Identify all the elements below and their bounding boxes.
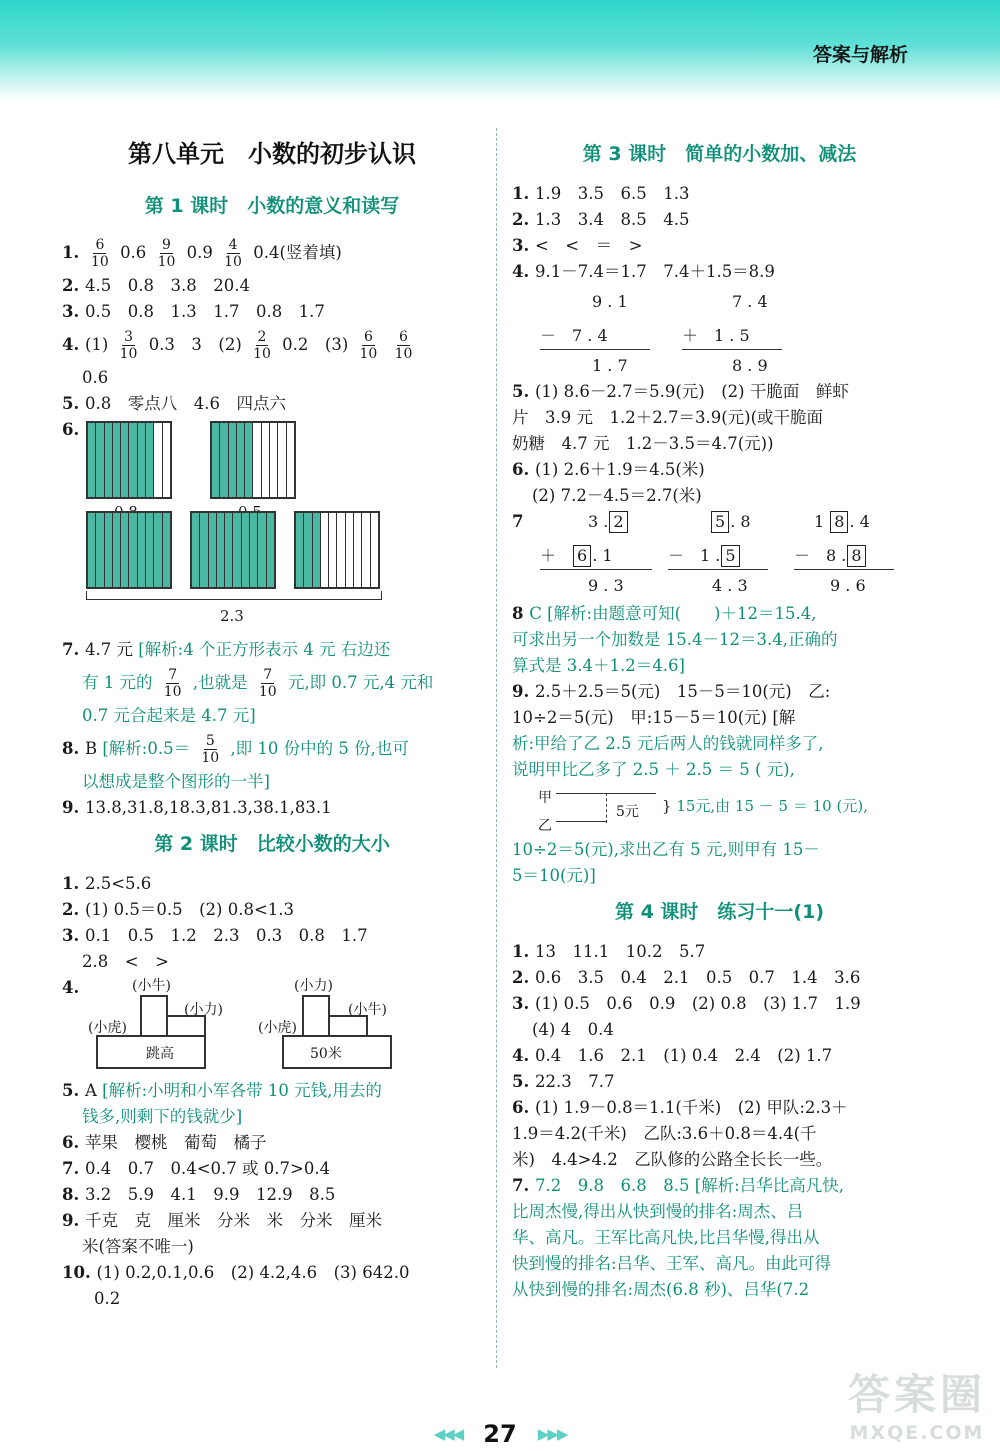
bar-strip [329,513,337,587]
bar-grid-e [294,511,380,589]
bar-strip [354,513,362,587]
bar-strip [229,423,237,497]
answer-9: 9. 13.8,31.8,18.3,81.3,38.1,83.1 [62,798,332,817]
l4-answer-3-line2: (4) 4 0.4 [532,1020,614,1039]
bar-label-total: 2.3 [220,607,244,625]
left-column [62,135,482,1312]
fraction: $\frac{5}{10}$ [201,733,220,766]
bar-strip [192,513,200,587]
l2-answer-9-line2: 米(答案不唯一) [82,1237,194,1256]
bar-strip [212,423,220,497]
fraction: $\frac{9}{10}$ [157,237,176,270]
bar-strip [337,513,345,587]
bar-grid-c [86,511,172,589]
bar-strip [129,513,137,587]
fraction: $\frac{3}{10}$ [119,329,138,362]
fraction: $\frac{4}{10}$ [224,237,242,270]
r-answer-4: 4. 9.1－7.4＝1.7 7.4＋1.5＝8.9 [512,262,775,281]
bar-strip [105,423,113,497]
l2-answer-5-line2: 钱多,则剩下的钱就少] [82,1107,243,1126]
answer-1: 1. $\frac{6}{10}$ 0.6 $\frac{9}{10}$ 0.9 $\frac{4}{10}$ 0.4(竖着填) [62,237,342,270]
bar-strip [88,513,96,587]
l2-answer-5: 5. A [解析:小明和小军各带 10 元钱,用去的 [62,1081,382,1100]
bar-strip [262,423,270,497]
bar-strip [253,423,261,497]
r-answer-9: 9. 2.5＋2.5＝5(元) 15－5＝10(元) 乙: [512,682,831,701]
page-header [0,0,1000,100]
answer-7: 7. 4.7 元 [解析:4 个正方形表示 4 元 右边还 [62,640,391,659]
l4-answer-3: 3. (1) 0.5 0.6 0.9 (2) 0.8 (3) 1.7 1.9 [512,994,861,1013]
bar-strip [225,513,233,587]
r-answer-1: 1. 1.9 3.5 6.5 1.3 [512,184,690,203]
l4-answer-4: 4. 0.4 1.6 2.1 (1) 0.4 2.4 (2) 1.7 [512,1046,833,1065]
step-top-a [140,995,168,1037]
l2-answer-2: 2. (1) 0.5＝0.5 (2) 0.8<1.3 [62,900,295,919]
lesson-2-title: 第 2 课时 比较小数的大小 [154,833,390,855]
l2-answer-10-line2: 0.2 [94,1289,121,1308]
bar-strip [270,423,278,497]
answer-8: 8. B [解析:0.5＝ $\frac{5}{10}$ ,即 10 份中的 5 份,也可 [62,733,409,766]
r-answer-8: 8 C [解析:由题意可知( )＋12＝15.4, [512,604,817,623]
l2-answer-1: 1. 2.5<5.6 [62,874,152,893]
header-title: 答案与解析 [812,44,908,66]
l4-answer-7: 7. 7.2 9.8 6.8 8.5 [解析:吕华比高凡快, [512,1176,844,1195]
vertical-calculation-4: 9 . 1 － 7 . 4 1 . 7 7 . 4 ＋ 1 . 5 8 . 9 [512,287,927,377]
l4-answer-6-line2: 1.9＝4.2(千米) 乙队:3.6＋0.8＝4.4(千 [512,1124,817,1143]
bar-strip [296,513,304,587]
answer-3: 3. 0.5 0.8 1.3 1.7 0.8 1.7 [62,302,325,321]
brace [86,591,382,600]
bar-strip [121,423,129,497]
bar-strip [362,513,370,587]
bar-strip [242,513,250,587]
answer-6: 6. 2.3 [62,417,482,655]
bar-strip [200,513,208,587]
bar-strip [96,513,104,587]
bar-strip [146,513,154,587]
fraction: $\frac{6}{10}$ [90,237,109,270]
bar-strip [138,513,146,587]
bar-grid-b [210,421,296,499]
bar-strip [217,513,225,587]
decimal-bars-figure [84,445,482,655]
bar-strip [371,513,378,587]
l4-answer-7-line2: 比周杰慢,得出从快到慢的排名:周杰、吕 [512,1202,804,1221]
bar-strip [88,423,96,497]
next-arrows-icon: ▶▶▶ [537,1425,567,1443]
l2-answer-3: 3. 0.1 0.5 1.2 2.3 0.3 0.8 1.7 [62,926,368,945]
bar-strip [321,513,329,587]
l4-answer-6: 6. (1) 1.9－0.8＝1.1(千米) (2) 甲队:2.3＋ [512,1098,848,1117]
lesson-1-title: 第 1 课时 小数的意义和读写 [144,195,400,217]
r-answer-5-line3: 奶糖 4.7 元 1.2－3.5＝4.7(元)) [512,434,774,453]
r-answer-5-line2: 片 3.9 元 1.2＋2.7＝3.9(元)(或干脆面 [512,408,824,427]
fraction: $\frac{7}{10}$ [163,667,182,700]
bar-strip [313,513,321,587]
watermark-logo: 答案圈 MXQE.COM [847,1370,986,1444]
bar-strip [267,513,274,587]
r-answer-9-line3: 析:甲给了乙 2.5 元后两人的钱就同样多了, [512,734,824,753]
bar-strip [105,513,113,587]
bar-strip [129,423,137,497]
unit-title: 第八单元 小数的初步认识 [128,140,416,168]
step-top-b [302,995,330,1037]
l2-answer-10: 10. (1) 0.2,0.1,0.6 (2) 4.2,4.6 (3) 642.0 [62,1263,410,1282]
answer-7-line2: 有 1 元的 $\frac{7}{10}$ ,也就是 $\frac{7}{10}$ 元,即 0.7 元,4 元和 [82,667,434,700]
ranking-diagram: (小牛) (小力) (小虎) 跳高 (小力) (小牛) (小虎) 50米 [62,1003,482,1098]
bar-grid-a [86,421,172,499]
prev-arrows-icon: ◀◀◀ [433,1425,463,1443]
l2-answer-8: 8. 3.2 5.9 4.1 9.9 12.9 8.5 [62,1185,336,1204]
r-answer-7: 7 3 . 2 ＋ 6 . 1 9 . 3 5 . 8 － 1 . 5 4 . 3 1 8 . 4 － 8 . 8 9 . 6 [512,509,927,599]
r-answer-5: 5. (1) 8.6－2.7＝5.9(元) (2) 干脆面 鲜虾 [512,382,849,401]
bar-strip [121,513,129,587]
column-divider [496,128,497,1368]
l2-answer-3-line2: 2.8 < > [82,952,169,971]
bar-strip [245,423,253,497]
fraction: $\frac{7}{10}$ [258,667,277,700]
vertical-calculation-7: 3 . 2 ＋ 6 . 1 9 . 3 5 . 8 － 1 . 5 4 . 3 1 8 . 4 － 8 . 8 9 . 6 [512,509,927,599]
right-column [512,135,927,1303]
bar-strip [287,423,294,497]
r-answer-9-line2: 10÷2＝5(元) 甲:15－5＝10(元) [解 [512,708,796,727]
lesson-4-title: 第 4 课时 练习十一(1) [614,901,825,923]
r-answer-6-line2: (2) 7.2－4.5＝2.7(米) [532,486,702,505]
bar-strip [163,513,170,587]
r-answer-8-line2: 可求出另一个加数是 15.4－12＝3.4,正确的 [512,630,838,649]
bar-strip [154,513,162,587]
answer-2: 2. 4.5 0.8 3.8 20.4 [62,276,250,295]
answer-7-line3: 0.7 元合起来是 4.7 元] [82,706,256,725]
bar-strip [209,513,217,587]
bar-strip [113,423,121,497]
bar-grid-d [190,511,276,589]
bar-strip [250,513,258,587]
bar-strip [237,423,245,497]
bar-strip [346,513,354,587]
l4-answer-7-line5: 从快到慢的排名:周杰(6.8 秒)、吕华(7.2 [512,1280,810,1299]
fraction: $\frac{2}{10}$ [253,329,271,362]
answer-4: 4. (1) $\frac{3}{10}$ 0.3 3 (2) $\frac{2}{10}$ 0.2 (3) $\frac{6}{10}$ $\frac{6}{10}$ [62,329,413,362]
l4-answer-6-line3: 米) 4.4>4.2 乙队修的公路全长长一些。 [512,1150,833,1169]
l4-answer-2: 2. 0.6 3.5 0.4 2.1 0.5 0.7 1.4 3.6 [512,968,861,987]
bar-strip [154,423,162,497]
fraction: $\frac{6}{10}$ [359,329,378,362]
answer-4-tail: 0.6 [82,368,109,387]
bar-strip [220,423,228,497]
l4-answer-1: 1. 13 11.1 10.2 5.7 [512,942,706,961]
r-answer-6: 6. (1) 2.6＋1.9＝4.5(米) [512,460,705,479]
l4-answer-5: 5. 22.3 7.7 [512,1072,615,1091]
bar-strip [96,423,104,497]
bar-strip [278,423,286,497]
r-answer-8-line3: 算式是 3.4＋1.2＝4.6] [512,656,685,675]
r-answer-2: 2. 1.3 3.4 8.5 4.5 [512,210,690,229]
l4-answer-7-line4: 快到慢的排名:吕华、王军、高凡。由此可得 [512,1254,832,1273]
page-number: 27 [483,1420,517,1448]
bar-strip [113,513,121,587]
bar-strip [146,423,154,497]
l2-answer-4: 4. (小牛) (小力) (小虎) 跳高 (小力) (小牛) (小虎) 50米 [62,975,482,1098]
l2-answer-6: 6. 苹果 樱桃 葡萄 橘子 [62,1133,267,1152]
bar-strip [138,423,146,497]
bar-strip [163,423,170,497]
r-answer-3: 3. < < ＝ > [512,236,643,255]
l2-answer-7: 7. 0.4 0.7 0.4<0.7 或 0.7>0.4 [62,1159,331,1178]
l4-answer-7-line3: 华、高凡。王军比高凡快,比吕华慢,得出从 [512,1228,820,1247]
lesson-3-title: 第 3 课时 简单的小数加、减法 [582,143,857,165]
fraction: $\frac{6}{10}$ [394,329,413,362]
r-answer-9-line4: 说明甲比乙多了 2.5 ＋ 2.5 ＝ 5 ( 元), [512,760,795,779]
r-answer-9-line6: 5＝10(元)] [512,866,596,885]
bar-strip [233,513,241,587]
bar-strip [304,513,312,587]
bar-strip [258,513,266,587]
answer-5: 5. 0.8 零点八 4.6 四点六 [62,394,286,413]
r-answer-9-line5: 10÷2＝5(元),求出乙有 5 元,则甲有 15－ [512,840,820,859]
line-segment-diagram: 甲 乙 5元 } 15元,由 15 － 5 ＝ 10 (元), [538,790,868,834]
l2-answer-9: 9. 千克 克 厘米 分米 米 分米 厘米 [62,1211,382,1230]
answer-8-line2: 以想成是整个图形的一半] [82,772,270,791]
